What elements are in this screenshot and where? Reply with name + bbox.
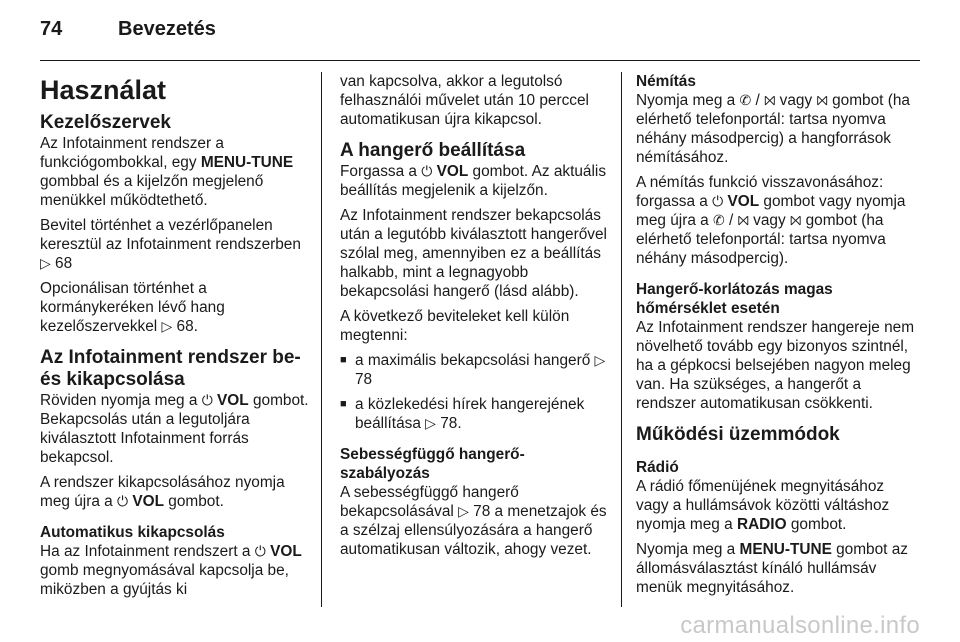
chapter-title: Bevezetés bbox=[118, 18, 216, 40]
paragraph: Forgassa a ⏻ VOL gombot. Az aktuális beállítás megjelenik a kijelzőn. bbox=[340, 163, 607, 199]
header-rule bbox=[40, 60, 920, 61]
paragraph: van kapcsolva, akkor a legutolsó felhasználói művelet után 10 perccel automatikusan újra kikapcsol. bbox=[340, 73, 589, 128]
mute-icon: ⨝ bbox=[737, 212, 749, 228]
paragraph: Opcionálisan történhet a kormánykeréken lévő hang kezelőszervekkel ▷ 68. bbox=[40, 280, 225, 335]
paragraph: Nyomja meg a MENU-TUNE gombot az állomásválasztást kínáló hullámsáv menük megnyitásához. bbox=[636, 541, 908, 596]
heading-modes: Működési üzemmódok bbox=[636, 424, 840, 445]
watermark: carmanualsonline.info bbox=[680, 612, 920, 639]
page-number: 74 bbox=[40, 18, 63, 40]
paragraph: Röviden nyomja meg a ⏻ VOL gombot. Bekapcsolás után a legutoljára kiválasztott Infotainment forrás bekapcsol. bbox=[40, 392, 309, 466]
paragraph: A rádió főmenüjének megnyitásához vagy a hullámsávok közötti váltáshoz nyomja meg a RADIO gombot. bbox=[636, 478, 890, 533]
mute-icon: ⨝ bbox=[764, 92, 776, 108]
heading-speed-volume: Sebességfüggő hangerő-szabályozás bbox=[340, 446, 525, 482]
section-title: Használat bbox=[40, 75, 167, 105]
heading-mute: Némítás bbox=[636, 73, 696, 90]
power-icon: ⏻ bbox=[421, 163, 433, 179]
paragraph: A következő beviteleket kell külön megtenni: bbox=[340, 308, 570, 344]
page-header bbox=[40, 18, 920, 48]
paragraph: Bevitel történhet a vezérlőpanelen keresztül az Infotainment rendszerben ▷ 68 bbox=[40, 217, 301, 272]
arrow-icon: ▷ bbox=[594, 352, 606, 368]
paragraph: Ha az Infotainment rendszert a ⏻ VOL gomb megnyomásával kapcsolja be, miközben a gyújtás ki bbox=[40, 543, 302, 598]
paragraph: Az Infotainment rendszer a funkciógombokkal, egy MENU-TUNE gombbal és a kijelzőn megjelenő menükkel működtethető. bbox=[40, 135, 294, 209]
power-icon: ⏻ bbox=[254, 543, 266, 559]
paragraph: Az Infotainment rendszer hangereje nem növelhető tovább egy bizonyos szintnél, ha a gépkocsi belsejében nagyon meleg van. Ha szükséges, a hangerőt a rendszer automatikusan csökkenti. bbox=[636, 319, 915, 412]
mute-icon: ⨝ bbox=[816, 92, 828, 108]
mute-icon: ⨝ bbox=[789, 212, 802, 228]
heading-volume: A hangerő beállítása bbox=[340, 140, 526, 161]
column-3 bbox=[636, 72, 916, 603]
arrow-icon: ▷ bbox=[161, 318, 173, 334]
paragraph: A sebességfüggő hangerő bekapcsolásával ▷ 78 a menetzajok és a szélzaj ellensúlyozására a hangerő automatikusan változik, ahogy vezet. bbox=[340, 484, 607, 558]
paragraph: Nyomja meg a ✆ / ⨝ vagy ⨝ gombot (ha elérhető telefonportál: tartsa nyomva néhány másodpercig) a hangforrások némításához. bbox=[636, 92, 910, 166]
arrow-icon: ▷ bbox=[425, 415, 436, 431]
arrow-icon: ▷ bbox=[458, 503, 469, 519]
heading-auto-off: Automatikus kikapcsolás bbox=[40, 524, 225, 541]
phone-icon: ✆ bbox=[739, 92, 752, 108]
paragraph: A rendszer kikapcsolásához nyomja meg újra a ⏻ VOL gombot. bbox=[40, 474, 285, 510]
heading-radio: Rádió bbox=[636, 459, 679, 476]
column-divider-1 bbox=[321, 72, 322, 607]
phone-icon: ✆ bbox=[713, 212, 725, 228]
heading-volume-limit: Hangerő-korlátozás magas hőmérséklet esetén bbox=[636, 281, 833, 317]
power-icon: ⏻ bbox=[117, 493, 129, 509]
heading-power: Az Infotainment rendszer be- és kikapcsolása bbox=[40, 347, 301, 390]
heading-controls: Kezelőszervek bbox=[40, 112, 171, 133]
paragraph: A némítás funkció visszavonásához: forgassa a ⏻ VOL gombot vagy nyomja meg újra a ✆ / ⨝ vagy ⨝ gombot (ha elérhető telefonportál: tartsa nyomva néhány másodpercig). bbox=[636, 174, 906, 267]
column-divider-2 bbox=[621, 72, 622, 607]
power-icon: ⏻ bbox=[201, 392, 213, 408]
list-item: ■ a maximális bekapcsolási hangerő ▷ 78 bbox=[340, 351, 610, 389]
arrow-icon: ▷ bbox=[40, 255, 51, 271]
power-icon: ⏻ bbox=[712, 193, 724, 209]
list-item: ■ a közlekedési hírek hangerejének beállítása ▷ 78. bbox=[340, 395, 610, 433]
paragraph: Az Infotainment rendszer bekapcsolás után a legutóbb kiválasztott hangerővel szólal meg, amennyiben ez a beállítás halkabb, mint a legnagyobb bekapcsolási hangerő (lásd alább). bbox=[340, 207, 607, 300]
column-2 bbox=[340, 72, 610, 565]
column-1 bbox=[40, 72, 312, 605]
bullet-list bbox=[340, 351, 610, 433]
